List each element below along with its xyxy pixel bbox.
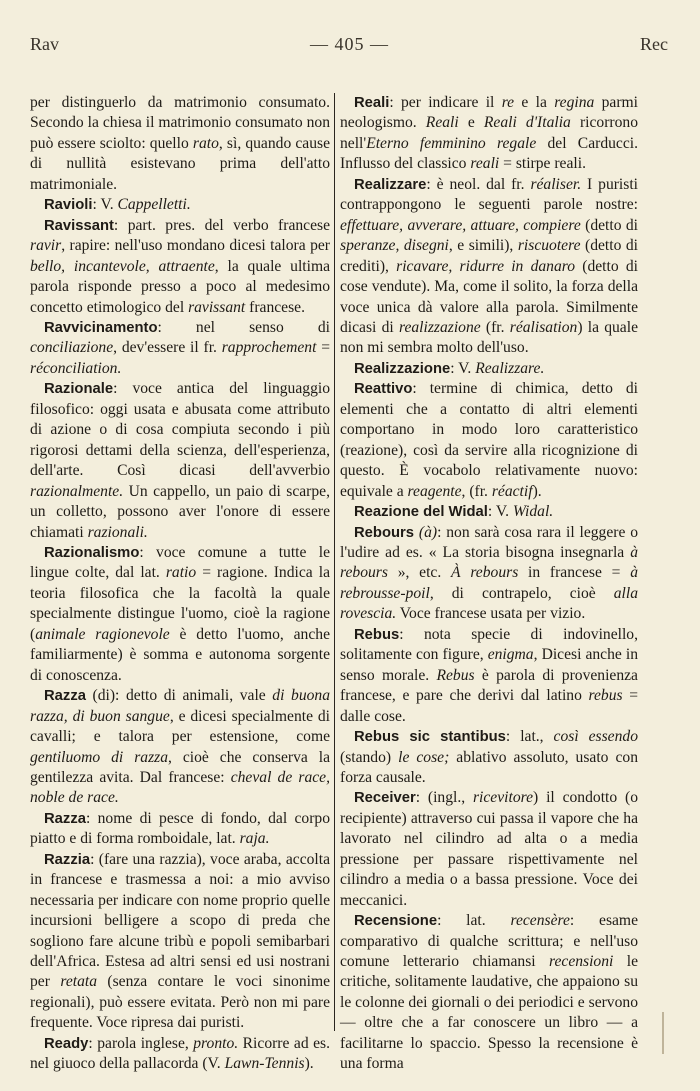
dictionary-entry: [340, 502, 638, 522]
entry-headword: Razzia: [44, 851, 91, 868]
entry-text: : lat.: [437, 912, 511, 930]
entry-text: del Carducci. Influsso del classico: [340, 134, 638, 173]
italic-term: cheval de race, noble de race.: [30, 768, 330, 807]
italic-term: Rebus: [436, 666, 475, 684]
entry-headword: Razionale: [44, 381, 114, 398]
entry-text: per distinguerlo da matrimonio consumato. Secondo la chiesa il matrimonio consumato non può essere sciolto: quello: [30, 94, 330, 152]
italic-term: Lawn-Tennis: [224, 1055, 305, 1073]
italic-term: à rebrousse-poil: [340, 564, 638, 602]
italic-term: bello, incantevole, attraente: [30, 257, 215, 275]
italic-term: riscuotere: [517, 237, 581, 255]
dictionary-entry: [30, 1034, 330, 1075]
italic-term: Widal.: [512, 503, 554, 521]
italic-term: rapprochement: [221, 339, 317, 357]
entry-text: : part. pres. del verbo francese: [113, 216, 330, 234]
entry-text: : parola inglese,: [88, 1034, 194, 1052]
entry-text: (fr.: [480, 318, 510, 336]
entry-headword: Razza: [44, 810, 86, 827]
entry-text: ).: [304, 1055, 314, 1073]
entry-text: (detto di crediti),: [340, 237, 639, 275]
entry-text: », etc.: [387, 564, 452, 582]
entry-text: : nota specie di indovinello, solitamente con figure,: [340, 625, 638, 664]
italic-term: ricevitore: [472, 789, 534, 807]
entry-text: : V.: [92, 196, 118, 214]
dictionary-entry: [340, 93, 638, 175]
entry-headword: Realizzare: [354, 176, 427, 193]
entry-text: parmi neologismo.: [340, 94, 638, 132]
italic-term: pronto.: [193, 1034, 239, 1052]
entry-text: , e simili),: [448, 237, 518, 255]
entry-text: ) il condotto (o recipiente) attraverso cui passa il vapore che ha lavorato nel cilindro ad alta o a media pressione per passare rispettivamente nel cilindro a media o a bassa pressione. Voce dei meccanici.: [340, 789, 638, 909]
column-divider: [334, 93, 335, 1031]
entry-text: : non sarà cosa rara il leggere o l'udire ad es. « La storia bisogna insegnarla: [340, 523, 638, 561]
entry-text: = dalle cose.: [340, 687, 638, 725]
entry-text: , di contrapelo, cioè: [429, 584, 614, 602]
entry-text: (senza contare le voci sinonime regionali), può essere evitata. Però non mi pare frequente. Voce ripresa dai puristi.: [30, 973, 330, 1032]
italic-term: re: [501, 94, 515, 111]
entry-headword: Ready: [44, 1035, 89, 1052]
entry-text: : (fare una razzia), voce araba, accolta in francese e trasmessa a noi: a mio avviso necessaria per indicare con nome proprio quelle incursioni belligere a scopo di preda che sogliono fare alcune tribù e popoli semibarbari dell'Africa. Estesa ad altri sensi ed usi nostrani per: [30, 850, 330, 991]
entry-headword: Reazione del Widal: [354, 504, 488, 521]
entry-text: : voce antica del linguaggio filosofico: oggi usata e abusata come attributo di azione o di cosa compiuta secondo i più rigorosi dettami della scienza, dell'esperienza, dell'arte. Così dicasi dell'avverbio: [30, 380, 330, 480]
entry-text: : nel senso di: [157, 318, 330, 336]
italic-term: Cappelletti.: [117, 196, 191, 214]
entry-text: Voce francese usata per vizio.: [396, 605, 586, 623]
italic-term: raja.: [239, 830, 270, 848]
dictionary-entry: [30, 850, 330, 1034]
entry-text: , Dicesi anche in senso morale.: [340, 646, 638, 684]
italic-term: razionalmente.: [30, 482, 124, 500]
italic-term: alla rovescia.: [340, 584, 638, 623]
italic-term: di buona razza, di buon sangue: [30, 687, 331, 725]
italic-term: rebus: [588, 687, 623, 705]
entry-text: francese.: [245, 298, 305, 316]
entry-text: e: [458, 114, 484, 132]
entry-text: I puristi contrappongono le seguenti parole nostre:: [340, 175, 638, 214]
header-right-guide-word: Rec: [640, 34, 668, 54]
entry-text: Un cappello, un paio di scarpe, un colletto, possono aver l'onore di essere chiamati: [30, 482, 330, 541]
entry-text: in francese =: [518, 564, 631, 582]
entry-text: ) la quale non mi sembra molto dell'uso.: [340, 318, 638, 357]
italic-term: conciliazione: [30, 339, 114, 357]
entry-text: ablativo assoluto, usato con forza causale.: [340, 748, 638, 786]
entry-text: : esame comparativo di qualche scrittura; e nell'uso comune letterario chiamansi: [340, 912, 638, 971]
entry-text: : è neol. dal fr.: [426, 175, 531, 193]
italic-term: realizzazione: [398, 318, 481, 336]
italic-term: rato: [192, 134, 219, 152]
entry-text: ).: [532, 482, 542, 500]
dictionary-entry: [340, 727, 638, 788]
entry-headword: Receiver: [354, 790, 416, 807]
entry-text: : termine di chimica, detto di elementi che a contatto di altri elementi comportano in modo loro caratteristico (reazione), così da servire alla ricognizione di questo. È vocabolo relativamente nuovo: equivale a: [340, 380, 638, 500]
italic-term: speranze, disegni: [340, 237, 449, 255]
entry-text: : voce comune a tutte le lingue colte, dal lat.: [30, 543, 330, 582]
right-column: [340, 93, 639, 1073]
entry-text: : lat.,: [505, 728, 554, 746]
dictionary-entry: [340, 788, 638, 911]
entry-headword: Recensione: [354, 913, 438, 930]
italic-term: gentiluomo di razza: [30, 748, 168, 766]
italic-term: à rebours: [340, 543, 638, 582]
italic-term: Eterno femminino regale: [366, 134, 537, 152]
dictionary-entry: [340, 625, 638, 727]
header-left-guide-word: Rav: [30, 34, 59, 54]
italic-term: enigma: [487, 646, 534, 664]
entry-headword: Rebus sic stantibus: [354, 729, 506, 746]
entry-text: : V.: [450, 359, 476, 377]
entry-text: : nome di pesce di fondo, dal corpo piatto e di forma romboidale, lat.: [30, 809, 330, 848]
entry-text: (stando): [340, 748, 399, 766]
italic-term: ratio: [165, 564, 197, 582]
italic-term: le cose;: [398, 748, 450, 766]
dictionary-entry: [340, 523, 638, 625]
dictionary-entry: [340, 175, 638, 359]
entry-text: le critiche, solitamente laudative, che appaiono su le colonne dei giornali o dei periodici e servono — oltre che a far conoscere un libro — a facilitarne lo spaccio. Spesso la recensione è una forma: [340, 953, 638, 1073]
entry-text: =: [316, 339, 331, 357]
dictionary-entry: [30, 379, 330, 543]
running-header: [30, 34, 668, 55]
italic-term: razionali.: [87, 523, 148, 541]
entry-text: è parola di provenienza francese, e pare che derivi dal latino: [340, 666, 638, 705]
entry-text: , sì, quando cause di nullità esistevano prima dell'atto matrimoniale.: [30, 134, 331, 193]
italic-term: ravissant: [188, 298, 246, 316]
entry-text: , la quale ultima parola risponde presso a poco al medesimo concetto etimologico del: [30, 257, 330, 316]
italic-term: recensioni: [548, 953, 614, 971]
italic-term: réactif: [491, 482, 533, 500]
entry-headword: Reali: [354, 95, 390, 111]
entry-text: , dev'essere il fr.: [113, 339, 222, 357]
dictionary-entry: [340, 911, 638, 1075]
entry-text: (di): detto di animali, vale: [85, 687, 273, 705]
entry-headword: Rebours: [354, 524, 415, 541]
dictionary-entry: [30, 195, 330, 215]
entry-text: = ragione. Indica la teoria filosofica che la facoltà la quale specialmente distingue l'uomo, cioè la ragione (: [30, 564, 330, 643]
italic-term: regina: [554, 94, 595, 111]
dictionary-entry: [30, 318, 330, 379]
dictionary-entry: [30, 686, 330, 809]
italic-term: Reali: [425, 114, 459, 132]
entry-text: : (ingl.,: [415, 789, 473, 807]
italic-term: animale ragionevole: [35, 625, 170, 643]
entry-text: è detto l'uomo, anche familiarmente) è somma e autonoma sorgente di conoscenza.: [30, 625, 330, 684]
italic-term: reali: [470, 155, 500, 173]
italic-term: reagente: [407, 482, 462, 500]
entry-headword: Ravissant: [44, 217, 114, 234]
entry-text: = stirpe reali.: [499, 155, 586, 173]
entry-headword: Ravioli: [44, 197, 93, 214]
italic-term: ricavare, ridurre in danaro: [396, 257, 576, 275]
entry-headword: Realizzazione: [354, 360, 451, 377]
entry-headword: Razionalismo: [44, 544, 140, 561]
entry-text: , cioè che conserva la gentilezza avita. Dal francese:: [30, 748, 330, 786]
page-number: — 405 —: [310, 34, 389, 54]
italic-term: ravir: [30, 237, 62, 255]
entry-text: e la: [514, 94, 555, 111]
entry-text: , (fr.: [461, 482, 492, 500]
italic-term: Reali d'Italia: [483, 114, 571, 132]
italic-term: Realizzare.: [475, 359, 545, 377]
italic-term: réalisation: [509, 318, 578, 336]
dictionary-entry: [340, 359, 638, 379]
entry-text: (detto di: [580, 216, 638, 234]
entry-text: , rapire: nell'uso mondano dicesi talora per: [61, 237, 330, 255]
entry-text: Ricorre ad es. nel giuoco della pallacorda (V.: [30, 1034, 330, 1073]
italic-term: (à): [418, 523, 438, 541]
dictionary-entry: [340, 379, 638, 502]
entry-headword: Reattivo: [354, 381, 413, 398]
entry-headword: Razza: [44, 688, 86, 705]
entry-text: (detto di cose vendute). Ma, come il solito, la forza della voce unica dà valore alla parola. Similmente dicasi di: [340, 257, 638, 336]
entry-text: : V.: [487, 503, 513, 521]
entry-headword: Rebus: [354, 626, 400, 643]
italic-term: réaliser.: [530, 175, 582, 193]
entry-text: ricorrono nell': [340, 114, 638, 152]
entry-headword: Ravvicinamento: [44, 319, 158, 336]
continued-entry: [30, 93, 330, 195]
italic-term: À rebours: [451, 564, 519, 582]
italic-term: effettuare, avverare, attuare, compiere: [340, 216, 581, 234]
dictionary-entry: [30, 809, 330, 850]
paper-mark: [662, 1012, 664, 1054]
italic-term: retata: [60, 973, 97, 991]
entry-text: : per indicare il: [389, 94, 502, 111]
dictionary-entry: [30, 216, 330, 318]
italic-term: réconciliation.: [30, 359, 122, 377]
dictionary-entry: [30, 543, 330, 686]
italic-term: così essendo: [553, 728, 638, 746]
left-column: [30, 93, 331, 1073]
entry-text: , e dicesi specialmente di cavalli; e talora per estensione, come: [30, 707, 331, 746]
italic-term: recensère: [510, 912, 570, 930]
